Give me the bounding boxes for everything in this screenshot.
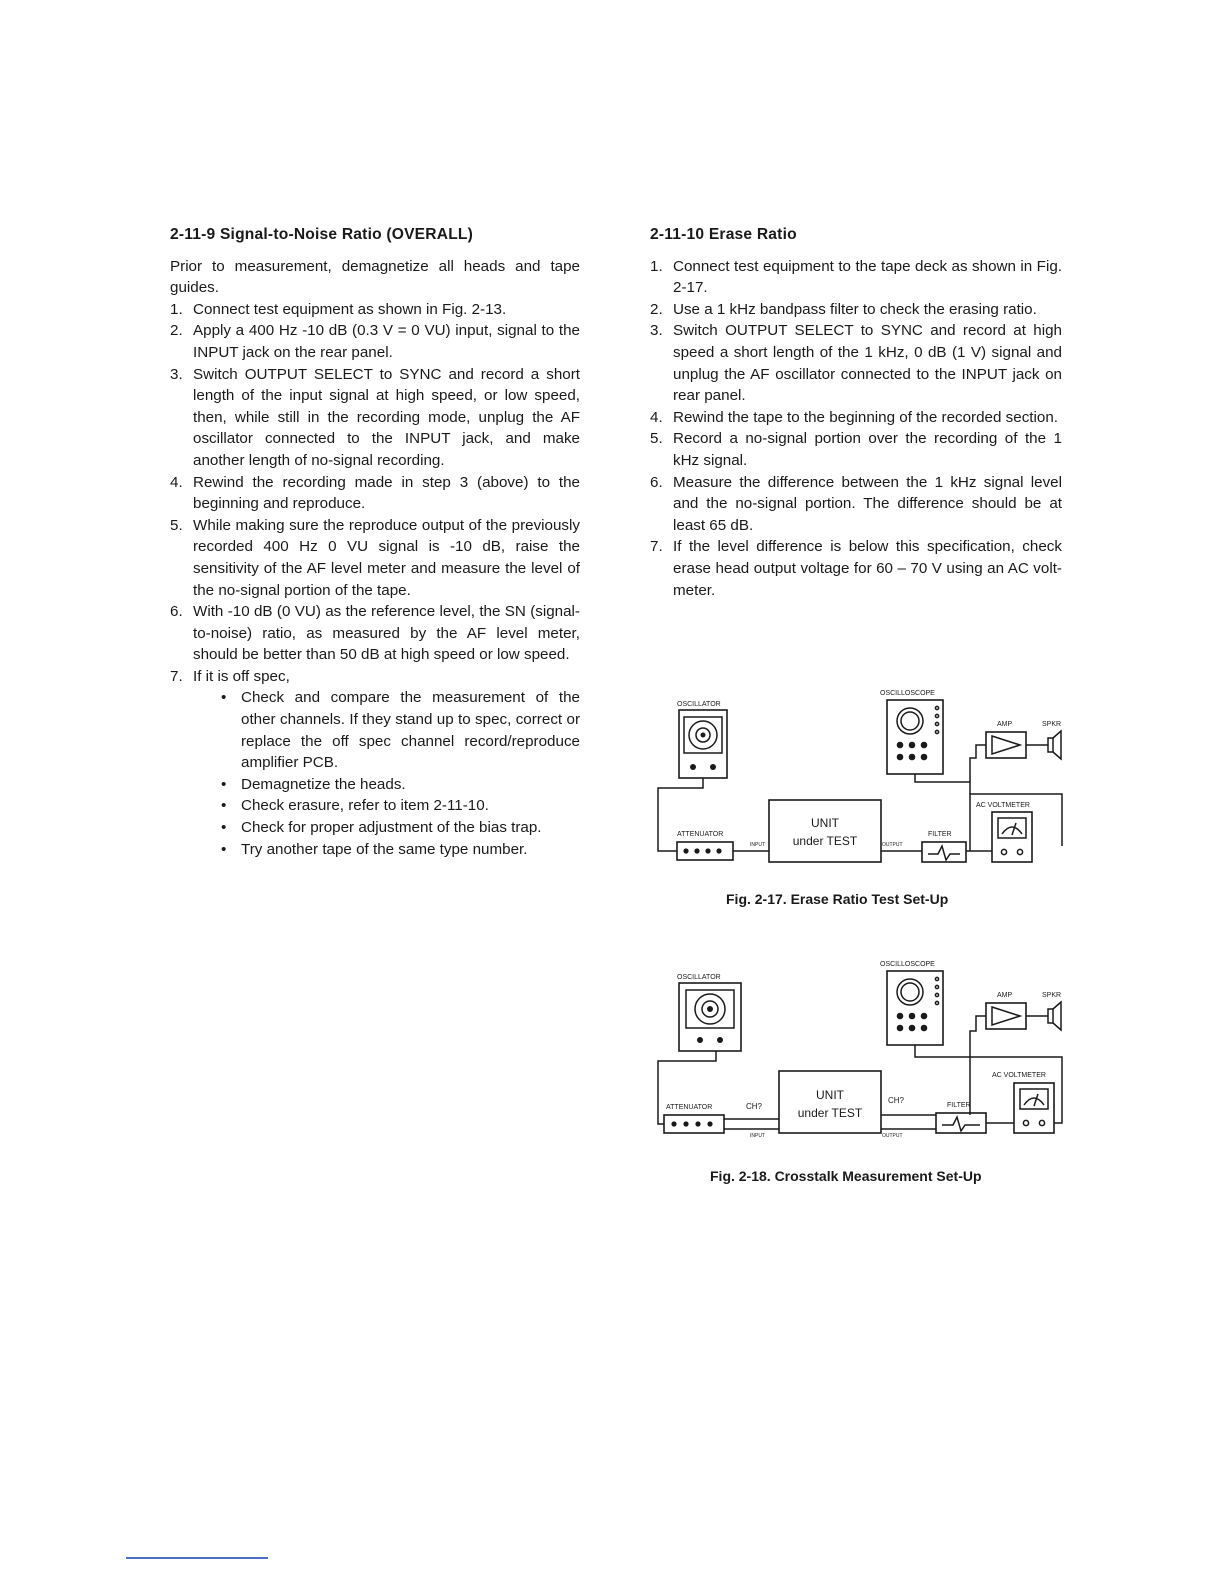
bullet-5: • Try another tape of the same type number. [219, 839, 580, 861]
label-amp: AMP [997, 721, 1013, 728]
erase-step-2: 2. Use a 1 kHz bandpass filter to check the erasing ratio. [650, 300, 1037, 318]
section-title-snr: 2-11-9 Signal-to-Noise Ratio (OVERALL) [170, 226, 474, 243]
footer-rule [126, 1557, 268, 1559]
snr-step-2: 2. Apply a 400 Hz -10 dB (0.3 V = 0 VU) input, signal to the INPUT jack on the rear panel. [170, 322, 580, 361]
ac-voltmeter-device [992, 812, 1032, 862]
bullet-4: • Check for proper adjustment of the bias trap. [219, 817, 580, 839]
unit-label-1-2: UNIT [816, 1088, 844, 1102]
fig17-caption: Fig. 2-17. Erase Ratio Test Set-Up [726, 891, 949, 907]
label-attenuator-2: ATTENUATOR [666, 1104, 713, 1111]
snr-step-3: 3. Switch OUTPUT SELECT to SYNC and record a short length of the input signal at high speed, or low speed, then, while still in the recording mode, unplug the AF oscillator connected to the INPUT jack, and make another length of no-signal recording. [170, 365, 580, 469]
erase-step-3: 3. Switch OUTPUT SELECT to SYNC and record at high speed a short length of the 1 kHz, 0 dB (1 V) signal and unplug the AF oscillator connected to the INPUT jack on rear panel. [650, 322, 1062, 405]
attenuator-device [677, 842, 733, 860]
amp-device [986, 732, 1026, 758]
snr-step-4: 4. Rewind the recording made in step 3 (above) to the beginning and reproduce. [170, 473, 580, 513]
oscilloscope-device [887, 700, 943, 774]
label-filter-2: FILTER [947, 1102, 971, 1109]
unit-under-test-box-2 [779, 1071, 881, 1133]
speaker-icon-2 [1026, 1002, 1061, 1030]
snr-steps [170, 299, 580, 860]
label-oscilloscope-2: OSCILLOSCOPE [880, 961, 935, 968]
label-ac-voltmeter-2: AC VOLTMETER [992, 1072, 1046, 1079]
label-ac-voltmeter: AC VOLTMETER [976, 802, 1030, 809]
label-input: INPUT [750, 842, 765, 848]
label-spkr-2: SPKR [1042, 992, 1062, 999]
label-oscillator: OSCILLATOR [677, 701, 721, 708]
filter-device [922, 842, 966, 862]
amp-device-2 [986, 1003, 1026, 1029]
bullet-2: • Demagnetize the heads. [219, 774, 580, 796]
label-ch-out: CH? [888, 1096, 905, 1105]
label-attenuator: ATTENUATOR [677, 831, 724, 838]
bullet-1: • Check and compare the measurement of the other channels. If they stand up to spec, correct or replace the off spec channel record/reproduce amplifier PCB. [219, 687, 580, 773]
label-output-2: OUTPUT [882, 1133, 903, 1139]
erase-step-7: 7. If the level difference is below this specification, check erase head output voltage for 60 – 70 V using an AC volt-meter. [650, 538, 1062, 599]
unit-label-2: under TEST [792, 834, 858, 848]
snr-step-1: 1. Connect test equipment as shown in Fig. 2-13. [170, 300, 507, 318]
label-oscilloscope: OSCILLOSCOPE [880, 690, 935, 697]
erase-step-5: 5. Record a no-signal portion over the recording of the 1 kHz signal. [650, 430, 1062, 469]
right-column [650, 224, 1062, 601]
erase-step-4: 4. Rewind the tape to the beginning of the recorded section. [650, 408, 1059, 426]
attenuator-device-2 [664, 1115, 724, 1133]
section-title-erase: 2-11-10 Erase Ratio [650, 226, 797, 243]
erase-step-1: 1. Connect test equipment to the tape deck as shown in Fig. 2-17. [650, 257, 1062, 297]
bullet-3: • Check erasure, refer to item 2-11-10. [219, 795, 580, 817]
snr-intro: Prior to measurement, demagnetize all heads and tape guides. [170, 257, 580, 297]
oscillator-device [679, 710, 727, 778]
label-output: OUTPUT [882, 842, 903, 848]
erase-steps [650, 256, 1062, 602]
ac-voltmeter-device-2 [1014, 1083, 1054, 1133]
label-amp-2: AMP [997, 992, 1013, 999]
unit-label-1: UNIT [811, 816, 839, 830]
unit-label-2-2: under TEST [797, 1106, 863, 1120]
figure-2-18 [650, 955, 1070, 1145]
label-oscillator-2: OSCILLATOR [677, 974, 721, 981]
figure-2-17 [650, 684, 1070, 874]
oscilloscope-device-2 [887, 971, 943, 1045]
label-spkr: SPKR [1042, 721, 1062, 728]
unit-under-test-box [769, 800, 881, 862]
label-input-2: INPUT [750, 1133, 765, 1139]
erase-ratio-diagram [650, 684, 1070, 874]
snr-step-7: 7. If it is off spec, • Check and compare the measurement of the other channels. If they stand up to spec, correct or replace the off spec channel record/reproduce amplifier PCB. • Demagnetize the heads. • Check erasure, refer to item 2-11-10. • Check for proper adjustment of the bias trap. • Try another tape of the same type number. [170, 666, 580, 860]
left-column [170, 224, 580, 860]
speaker-icon [1026, 731, 1061, 759]
oscillator-device-2 [679, 983, 741, 1051]
fig18-caption: Fig. 2-18. Crosstalk Measurement Set-Up [710, 1168, 982, 1184]
off-spec-bullets [193, 687, 580, 860]
snr-step-6: 6. With -10 dB (0 VU) as the reference level, the SN (signal-to-noise) ratio, as measured by the AF level meter, should be better than 50 dB at high speed or low speed. [170, 603, 580, 664]
label-filter: FILTER [928, 831, 952, 838]
snr-step-5: 5. While making sure the reproduce output of the previously recorded 400 Hz 0 VU signal is -10 dB, raise the sensitivity of the AF level meter and measure the level of the no-signal portion of the tape. [170, 516, 580, 599]
filter-device-2 [936, 1113, 986, 1133]
erase-step-6: 6. Measure the difference between the 1 kHz signal level and the no-signal portion. The difference should be at least 65 dB. [650, 473, 1062, 534]
crosstalk-diagram [650, 955, 1070, 1145]
label-ch-in: CH? [746, 1102, 763, 1111]
